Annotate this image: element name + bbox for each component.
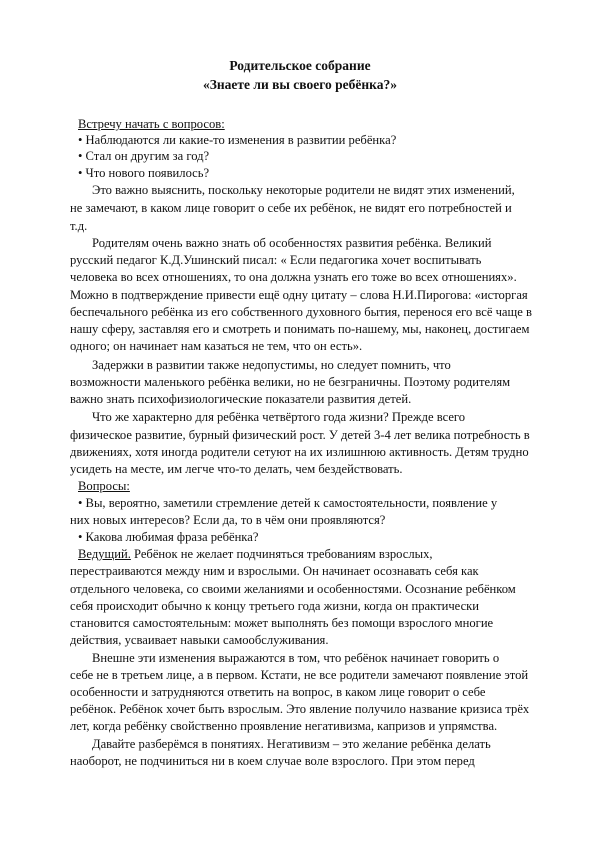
paragraph-line: важно знать психофизиологические показатели развития детей. [70,392,412,406]
paragraph-line: физическое развитие, бурный физический рост. У детей 3-4 лет велика потребность в [70,428,530,442]
leader-label: Ведущий. [78,547,131,561]
paragraph-line: Можно в подтверждение привести ещё одну цитату – слова Н.И.Пирогова: «исторгая [70,288,528,302]
paragraph-line: отдельного человека, со своими желаниями и особенностями. Осознание ребёнком [70,582,516,596]
intro-question: • Наблюдаются ли какие-то изменения в развитии ребёнка? [78,133,397,147]
document-title: Родительское собрание [229,58,371,73]
paragraph-line: себе не в третьем лице, а в первом. Кстати, не все родители замечают появление этой [70,668,529,682]
paragraph-line: наоборот, не подчиниться ни в коем случае воле взрослого. При этом перед [70,754,475,768]
paragraph-line: Это важно выяснить, поскольку некоторые родители не видят этих изменений, [92,183,515,197]
paragraph-line: Родителям очень важно знать об особенностях развития ребёнка. Великий [92,236,492,250]
paragraph-line: движениях, хотя иногда родители сетуют на их излишнюю активность. Детям трудно [70,445,529,459]
paragraph-line: возможности маленького ребёнка велики, но не безграничны. Поэтому родителям [70,375,511,389]
leader-text: Ребёнок не желает подчиняться требованиям взрослых, [130,547,433,561]
paragraph-line: русский педагог К.Д.Ушинский писал: « Если педагогика хочет воспитывать [70,253,482,267]
paragraph-line: беспечального ребёнка из его собственного духовного бытия, перенося его всё чаще в [70,305,532,319]
questions-heading: Вопросы: [78,479,130,493]
paragraph-line: т.д. [70,219,88,233]
paragraph-line: не замечают, в каком лице говорит о себе их ребёнок, не видят его потребностей и [70,201,512,215]
paragraph-line: себя происходит обычно к концу третьего года жизни, когда он практически [70,599,480,613]
intro-question: • Что нового появилось? [78,166,210,180]
intro-heading: Встречу начать с вопросов: [78,117,225,131]
document-subtitle: «Знаете ли вы своего ребёнка?» [202,77,398,92]
paragraph-line: Что же характерно для ребёнка четвёртого года жизни? Прежде всего [92,410,466,424]
paragraph-line: лет, когда ребёнку свойственно проявление негативизма, капризов и упрямства. [70,719,498,733]
paragraph-line: перестраиваются между ним и взрослыми. Он начинает осознавать себя как [70,564,479,578]
question-item: • Вы, вероятно, заметили стремление детей к самостоятельности, появление у [78,496,498,510]
paragraph-line: становится самостоятельным: может выполнять без помощи взрослого многие [70,616,494,630]
intro-question: • Стал он другим за год? [78,149,210,163]
paragraph-line: ребёнок. Ребёнок хочет быть взрослым. Это явление получило название кризиса трёх [70,702,530,716]
paragraph-line: действия, усваивает навыки самообслуживания. [70,633,329,647]
paragraph-line: усидеть на месте, им легче что-то делать, чем бездействовать. [70,462,403,476]
paragraph-line: человека во всех отношениях, то она должна узнать его тоже во всех отношениях». [70,270,517,284]
paragraph-line: особенности и затрудняются ответить на вопрос, в каком лице говорит о себе [70,685,486,699]
paragraph-line: одного; он начинает нам казаться не тем, что он есть». [70,339,363,353]
paragraph-line: Давайте разберёмся в понятиях. Негативизм – это желание ребёнка делать [92,737,491,751]
paragraph-line: Внешне эти изменения выражаются в том, что ребёнок начинает говорить о [92,651,500,665]
paragraph-line: Задержки в развитии также недопустимы, но следует помнить, что [92,358,451,372]
question-item: них новых интересов? Если да, то в чём они проявляются? [70,513,386,527]
paragraph-line: нашу сферу, заставляя его и смотреть и понимать по-нашему, мы, наконец, достигаем [70,322,530,336]
question-item: • Какова любимая фраза ребёнка? [78,530,259,544]
leader-line [78,547,433,562]
